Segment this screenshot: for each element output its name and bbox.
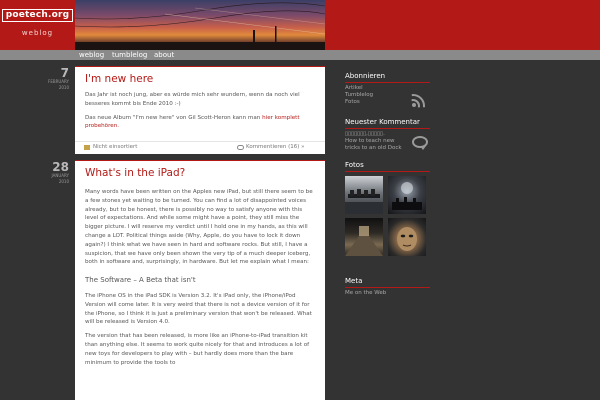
site-tagline: weblog <box>21 29 54 37</box>
post-paragraph: Many words have been written on the Apples new iPad, but still there seem to be a few stones yet waiting to be turned. You can find a lot of disappointed voices already, but to be honest, there is possibly no way to satisfy anyone with this level of expectations. And while some might have a point, they still miss the bigger picture. I will reserve my verdict until I hold one in my hands, as this will change a LOT. Political things aside (Why, Apple, do you have to lock it down again?) I think what we have seen in hard and software rocks. But still, I have a suspicion, that we have only been shown the very tip of a much deeper iceberg, both in software and, surprisingly, in hardware. But let me explain what I mean: <box>85 189 313 266</box>
post-paragraph <box>85 114 315 132</box>
comment-icon <box>237 145 244 150</box>
date-day: 28 <box>52 160 69 174</box>
album-link[interactable]: hier komplett probehören. <box>85 114 300 130</box>
sidebar-heading-subscribe: Abonnieren <box>345 72 430 83</box>
nav-tumblelog[interactable]: tumblelog <box>112 51 148 59</box>
latest-comment <box>345 131 407 152</box>
photo-thumbnail[interactable] <box>388 218 426 256</box>
comments-link[interactable]: Kommentieren (16) » <box>246 144 305 150</box>
post-paragraph: Das Jahr ist noch jung, aber es würde mich sehr wundern, wenn da noch viel besseres kommt bis Ende 2010 :-) <box>85 92 300 107</box>
date-day: 7 <box>60 66 69 80</box>
sidebar-heading-latest-comment: Neuester Kommentar <box>345 118 430 129</box>
photo-thumbnail[interactable] <box>345 218 383 256</box>
header-banner-image <box>75 0 325 50</box>
crowd-hall-photo <box>345 176 383 214</box>
date-year: 2010 <box>58 85 69 90</box>
post-subheading: The Software – A Beta that isn't <box>85 276 196 285</box>
speech-bubble-icon <box>412 136 428 148</box>
post-text: Das neue Album "I'm new here" von Gil Scott-Heron kann man <box>85 114 263 121</box>
post-title-link[interactable]: I'm new here <box>85 73 154 85</box>
sidebar-heading-photos: Fotos <box>345 161 430 172</box>
post-date <box>37 161 69 184</box>
rss-icon[interactable] <box>412 92 427 107</box>
nav-about[interactable]: about <box>154 51 175 59</box>
brand <box>0 0 75 50</box>
sidebar-heading-meta: Meta <box>345 277 430 288</box>
site-logo[interactable]: poetech.org <box>2 9 74 22</box>
sunset-power-lines-image <box>75 0 325 50</box>
main-navigation <box>0 50 600 60</box>
feed-link-tumblelog[interactable]: Tumblelog <box>345 92 374 98</box>
category-link[interactable]: Nicht einsortiert <box>93 144 138 150</box>
photo-thumbnail[interactable] <box>388 176 426 214</box>
date-month: FEBRUARY <box>48 79 69 84</box>
photo-thumbnail[interactable] <box>345 176 383 214</box>
comment-post-link[interactable]: How to teach new tricks to an old Dock <box>345 138 402 151</box>
feed-link-photos[interactable]: Fotos <box>345 99 360 105</box>
concert-stage-photo <box>388 176 426 214</box>
corridor-photo <box>345 218 383 256</box>
comment-author: ▯▯▯▯▯▯▯,▯▯▯▯▯. <box>345 131 385 137</box>
sidebar <box>345 72 430 297</box>
blog-post <box>75 160 325 400</box>
feed-link-articles[interactable]: Artikel <box>345 85 363 91</box>
meta-link-me-on-the-web[interactable]: Me on the Web <box>345 290 387 296</box>
post-body <box>85 188 315 367</box>
post-paragraph: The version that has been released, is more like an iPhone-to-iPad transition kit than anything else. It seems to work quite nicely for that and introduces a lot of new toys for developers to play with – but hardly does more than the bare minimum to provide the tools to <box>85 333 310 366</box>
post-body <box>85 91 315 131</box>
face-photo <box>388 218 426 256</box>
nav-weblog[interactable]: weblog <box>79 51 105 59</box>
date-month: JANUARY <box>51 173 69 178</box>
post-paragraph: The iPhone OS in the iPad SDK is Version 3.2. It's iPad only, the iPhone/iPod Version will come later. It is very weird that there is not a device version of it for the iPhone, so I think it is just a preliminary version that won't be released. What will be released is Version 4.0. <box>85 292 312 326</box>
site-header <box>0 0 600 50</box>
date-year: 2010 <box>58 179 69 184</box>
post-title-link[interactable]: What's in the iPad? <box>85 167 186 179</box>
folder-icon <box>84 145 90 150</box>
photo-grid <box>345 174 430 264</box>
post-date <box>37 67 69 90</box>
post-footer <box>75 141 325 153</box>
